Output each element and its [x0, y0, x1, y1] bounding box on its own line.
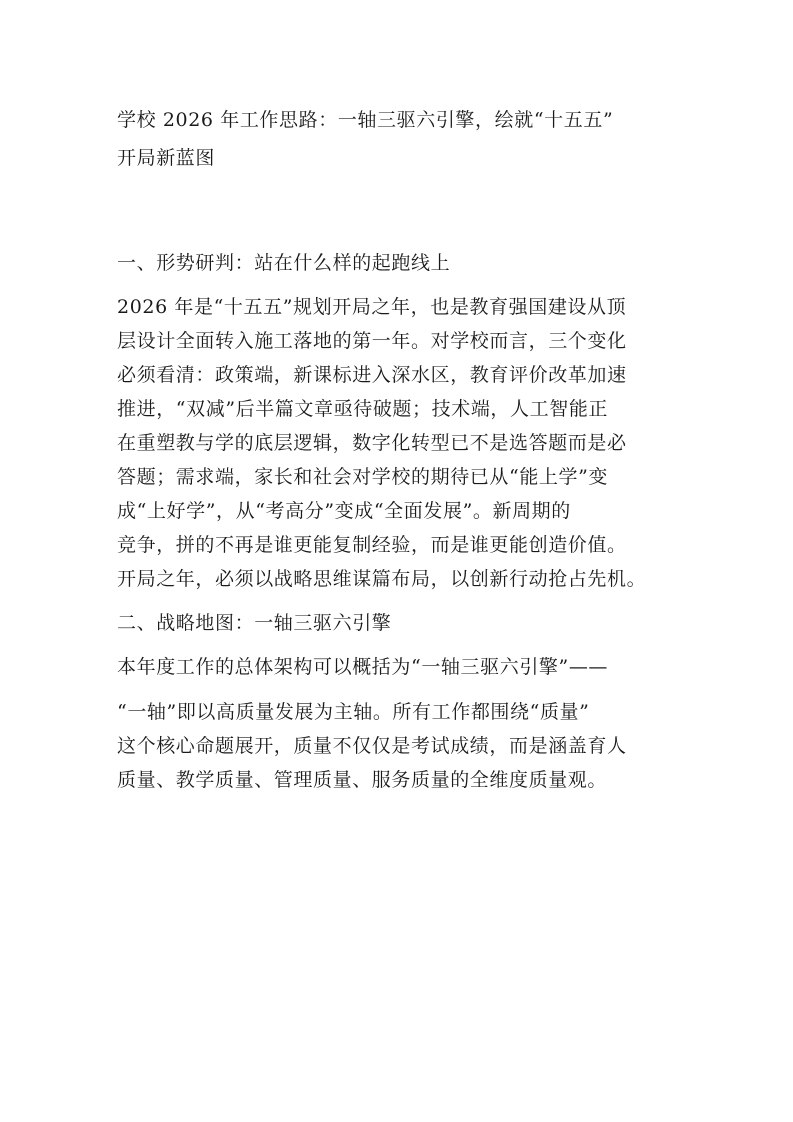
section-1-paragraph-line: 答题；需求端，家长和社会对学校的期待已从“能上学”变 — [117, 466, 609, 488]
section-1-paragraph-line: 层设计全面转入施工落地的第一年。对学校而言，三个变化 — [117, 330, 627, 352]
section-1-paragraph-line: 2026 年是“十五五”规划开局之年，也是教育强国建设从顶 — [117, 296, 627, 318]
section-1-paragraph-line: 成“上好学”，从“考高分”变成“全面发展”。新周期的 — [117, 500, 571, 522]
section-2-paragraph-line: 质量、教学质量、管理质量、服务质量的全维度质量观。 — [117, 769, 608, 791]
section-2-intro: 本年度工作的总体架构可以概括为“一轴三驱六引擎”—— — [117, 656, 609, 678]
section-1-paragraph-line: 竞争，拼的不再是谁更能复制经验，而是谁更能创造价值。 — [117, 534, 627, 556]
document-title-line-1: 学校 2026 年工作思路：一轴三驱六引擎，绘就“十五五” — [117, 109, 614, 131]
section-2-heading: 二、战略地图：一轴三驱六引擎 — [117, 612, 392, 634]
section-1-paragraph-line: 在重塑教与学的底层逻辑，数字化转型已不是选答题而是必 — [117, 432, 627, 454]
section-2-paragraph-line: “一轴”即以高质量发展为主轴。所有工作都围绕“质量” — [117, 701, 590, 723]
document-title-line-2: 开局新蓝图 — [117, 147, 216, 169]
section-2-paragraph-line: 这个核心命题展开，质量不仅仅是考试成绩，而是涵盖育人 — [117, 735, 627, 757]
section-1-paragraph-line: 必须看清：政策端，新课标进入深水区，教育评价改革加速 — [117, 364, 627, 386]
section-1-paragraph-line: 开局之年，必须以战略思维谋篇布局，以创新行动抢占先机。 — [117, 568, 647, 590]
section-1-paragraph-line: 推进，“双减”后半篇文章亟待破题；技术端，人工智能正 — [117, 398, 609, 420]
section-1-heading: 一、形势研判：站在什么样的起跑线上 — [117, 252, 451, 274]
